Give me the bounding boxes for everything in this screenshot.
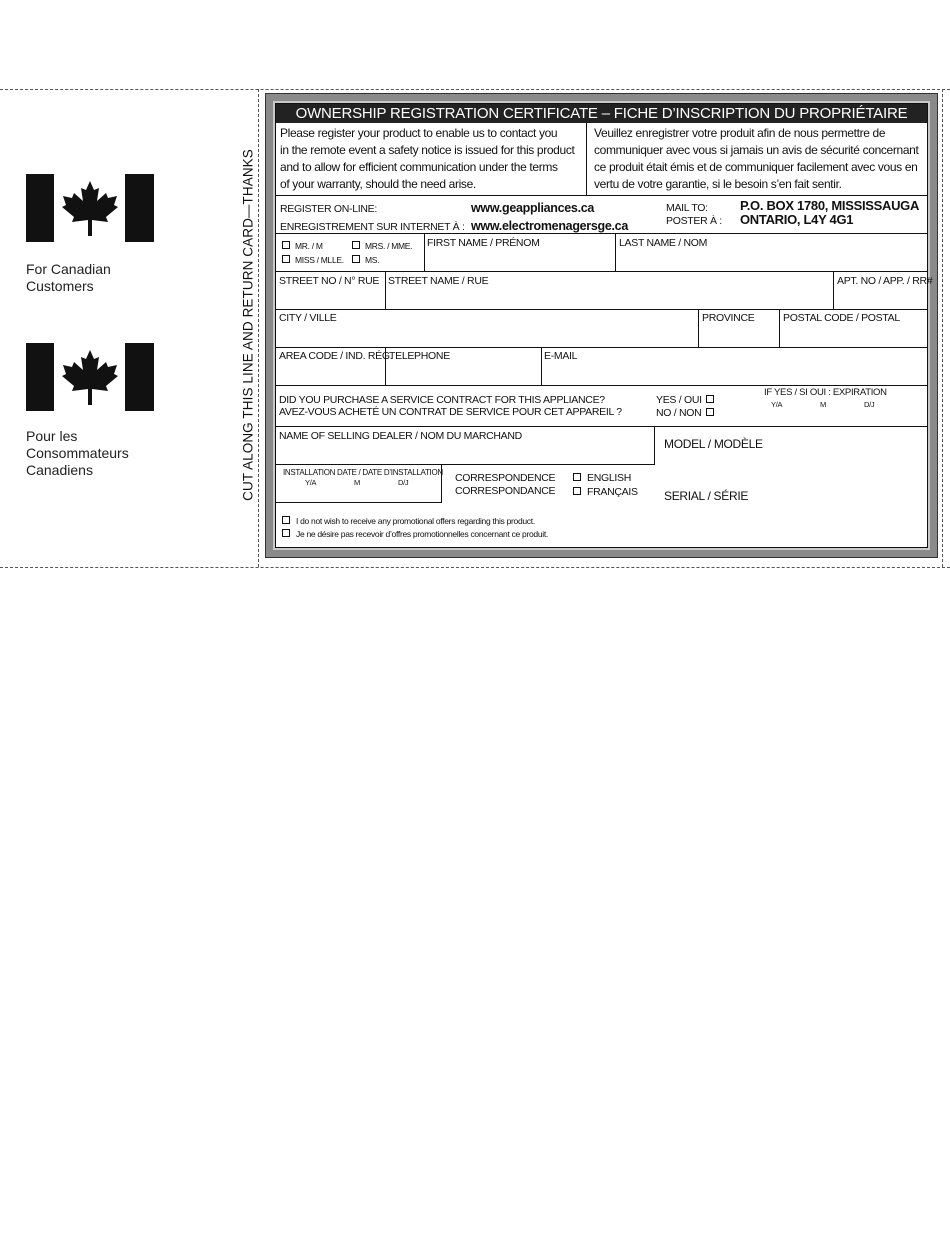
divider xyxy=(424,233,425,271)
serial-field[interactable]: SERIAL / SÉRIE xyxy=(664,489,749,503)
area-code-field[interactable]: AREA CODE / IND. RÉG. xyxy=(279,350,393,362)
title-ms-label: MS. xyxy=(365,255,380,265)
intro-line: Please register your product to enable us to contact you xyxy=(280,126,558,140)
divider xyxy=(276,195,927,196)
checkbox-service-yes[interactable] xyxy=(706,395,714,403)
mail-to-label: MAIL TO: xyxy=(666,202,708,214)
email-field[interactable]: E-MAIL xyxy=(544,350,578,362)
caption-canadian-customers-en xyxy=(26,261,166,295)
model-field[interactable]: MODEL / MODÈLE xyxy=(664,437,763,451)
caption-line: Canadiens xyxy=(26,462,93,478)
no-label: NO / NON xyxy=(656,407,702,419)
correspondance-label: CORRESPONDANCE xyxy=(455,485,556,497)
first-name-field[interactable]: FIRST NAME / PRÉNOM xyxy=(427,237,540,249)
divider xyxy=(276,233,927,234)
divider xyxy=(276,347,927,348)
installation-month-label: M xyxy=(354,478,360,487)
installation-day-label: D/J xyxy=(398,478,409,487)
checkbox-english[interactable] xyxy=(573,473,581,481)
intro-french xyxy=(594,125,924,193)
divider xyxy=(385,347,386,385)
checkbox-mrs[interactable] xyxy=(352,241,360,249)
optout-fr-label: Je ne désire pas recevoir d’offres promotionnelles concernant ce produit. xyxy=(296,529,548,539)
cut-line-top xyxy=(0,89,950,90)
yes-label: YES / OUI xyxy=(656,394,702,406)
street-name-field[interactable]: STREET NAME / RUE xyxy=(388,275,489,287)
intro-line: ce produit était émis et de communiquer facilement avec vous en xyxy=(594,160,918,174)
apt-no-field[interactable]: APT. NO / APP. / RR# xyxy=(837,275,933,287)
caption-line: Pour les xyxy=(26,428,78,444)
optout-en-label: I do not wish to receive any promotional offers regarding this product. xyxy=(296,516,535,526)
divider xyxy=(541,347,542,385)
cut-line-bottom xyxy=(0,567,950,568)
intro-line: of your warranty, should the need arise. xyxy=(280,177,476,191)
intro-line: communiquer avec vous si jamais un avis de sécurité concernant xyxy=(594,143,919,157)
title-miss-label: MISS / MLLE. xyxy=(295,255,344,265)
installation-date-field[interactable]: INSTALLATION DATE / DATE D’INSTALLATION xyxy=(283,468,443,477)
province-field[interactable]: PROVINCE xyxy=(702,312,755,324)
intro-line: and to allow for efficient communication under the terms xyxy=(280,160,558,174)
canadian-flag-icon xyxy=(26,174,154,242)
installation-year-label: Y/A xyxy=(305,478,317,487)
title-mrs-label: MRS. / MME. xyxy=(365,241,413,251)
divider xyxy=(276,502,442,503)
correspondence-label: CORRESPONDENCE xyxy=(455,472,556,484)
checkbox-service-no[interactable] xyxy=(706,408,714,416)
checkbox-optout-en[interactable] xyxy=(282,516,290,524)
website-link-fr[interactable]: www.electromenagersge.ca xyxy=(471,219,628,233)
cut-instruction: CUT ALONG THIS LINE AND RETURN CARD—THANKS xyxy=(240,149,256,501)
divider xyxy=(276,271,927,272)
divider xyxy=(698,309,699,347)
caption-line: Consommateurs xyxy=(26,445,129,461)
checkbox-optout-fr[interactable] xyxy=(282,529,290,537)
intro-line: in the remote event a safety notice is issued for this product xyxy=(280,143,575,157)
divider xyxy=(654,426,655,464)
intro-line: vertu de votre garantie, si le besoin s’en fait sentir. xyxy=(594,177,842,191)
website-link-en[interactable]: www.geappliances.ca xyxy=(471,201,595,215)
checkbox-francais[interactable] xyxy=(573,487,581,495)
checkbox-ms[interactable] xyxy=(352,255,360,263)
checkbox-miss[interactable] xyxy=(282,255,290,263)
divider xyxy=(833,271,834,309)
street-no-field[interactable]: STREET NO / N° RUE xyxy=(279,275,380,287)
register-online-label: REGISTER ON-LINE: xyxy=(280,203,377,215)
postal-code-field[interactable]: POSTAL CODE / POSTAL xyxy=(783,312,900,324)
expiration-day-label: D/J xyxy=(864,400,875,409)
divider xyxy=(276,385,927,386)
expiration-label: IF YES / SI OUI : EXPIRATION xyxy=(764,387,887,398)
caption-canadian-customers-fr xyxy=(26,428,166,479)
caption-line: For Canadian xyxy=(26,261,111,277)
divider xyxy=(276,426,927,427)
divider xyxy=(615,233,616,271)
last-name-field[interactable]: LAST NAME / NOM xyxy=(619,237,708,249)
mailing-address-line1: P.O. BOX 1780, MISSISSAUGA xyxy=(740,198,920,213)
dealer-name-field[interactable]: NAME OF SELLING DEALER / NOM DU MARCHAND xyxy=(279,430,522,442)
service-contract-question-en: DID YOU PURCHASE A SERVICE CONTRACT FOR THIS APPLIANCE? xyxy=(279,394,605,406)
card-title: OWNERSHIP REGISTRATION CERTIFICATE – FICHE D’INSCRIPTION DU PROPRIÉTAIRE xyxy=(276,104,927,123)
city-field[interactable]: CITY / VILLE xyxy=(279,312,337,324)
divider xyxy=(276,309,927,310)
canadian-flag-icon xyxy=(26,343,154,411)
divider xyxy=(779,309,780,347)
cut-line-left xyxy=(258,89,259,567)
registration-card xyxy=(275,103,933,548)
divider xyxy=(586,123,587,195)
expiration-month-label: M xyxy=(820,400,826,409)
divider xyxy=(385,271,386,309)
intro-english xyxy=(280,125,580,193)
telephone-field[interactable]: TELEPHONE xyxy=(389,350,450,362)
caption-line: Customers xyxy=(26,278,94,294)
mailing-address-line2: ONTARIO, L4Y 4G1 xyxy=(740,212,854,227)
francais-label: FRANÇAIS xyxy=(587,486,638,498)
register-online-fr-label: ENREGISTREMENT SUR INTERNET À : xyxy=(280,221,465,233)
expiration-year-label: Y/A xyxy=(771,400,783,409)
title-mr-label: MR. / M xyxy=(295,241,323,251)
cut-line-right xyxy=(942,89,943,567)
mail-to-fr-label: POSTER À : xyxy=(666,215,722,227)
divider xyxy=(276,464,655,465)
service-contract-question-fr: AVEZ-VOUS ACHETÉ UN CONTRAT DE SERVICE POUR CET APPAREIL ? xyxy=(279,406,622,418)
checkbox-mr[interactable] xyxy=(282,241,290,249)
intro-line: Veuillez enregistrer votre produit afin de nous permettre de xyxy=(594,126,886,140)
english-label: ENGLISH xyxy=(587,472,631,484)
